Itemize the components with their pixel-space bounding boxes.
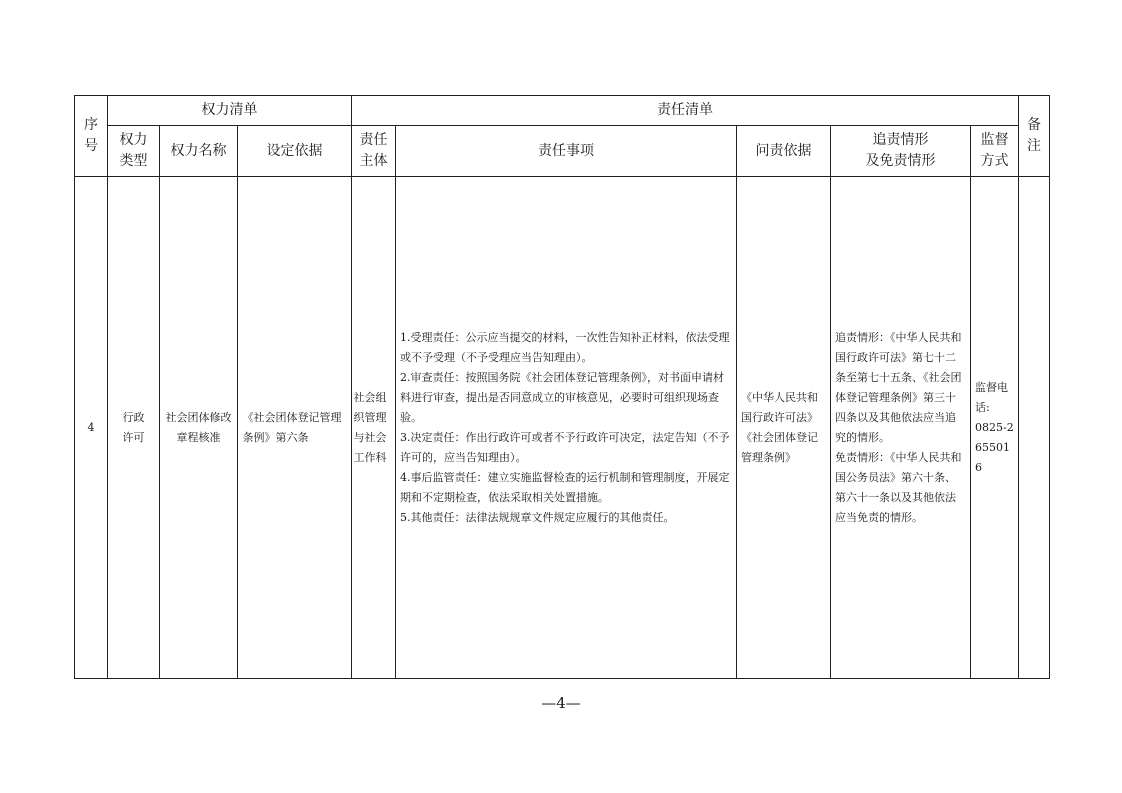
- cell-power-type: 行政许可: [108, 177, 160, 679]
- header-accountability-cases: 追责情形 及免责情形: [831, 126, 971, 177]
- header-remarks: 备注: [1019, 96, 1050, 177]
- cell-resp-subject: 社会组织管理与社会工作科: [352, 177, 396, 679]
- resp-item: 3.决定责任：作出行政许可或者不予行政许可决定，法定告知（不予许可的，应当告知理由）。: [400, 430, 730, 464]
- header-responsibility-list: 责任清单: [352, 96, 1019, 126]
- cell-remarks: [1019, 177, 1050, 679]
- header-power-list: 权力清单: [108, 96, 352, 126]
- supervision-label: 监督电话:: [975, 380, 1008, 414]
- cell-accountability-cases: [831, 177, 971, 679]
- page-number: —4—: [541, 694, 581, 712]
- supervision-phone: 0825-2655016: [975, 420, 1014, 474]
- accountability-case: 追责情形：《中华人民共和国行政许可法》第七十二条至第七十五条、《社会团体登记管理条例》第三十四条以及其他依法应当追究的情形。: [835, 330, 962, 444]
- header-resp-subject: 责任主体: [352, 126, 396, 177]
- cell-resp-items: [396, 177, 737, 679]
- resp-item: 2.审查责任：按照国务院《社会团体登记管理条例》，对书面申请材料进行审查，提出是否同意成立的审核意见，必要时可组织现场查验。: [400, 370, 724, 424]
- resp-item: 4.事后监管责任：建立实施监督检查的运行机制和管理制度，开展定期和不定期检查，依法采取相关处置措施。: [400, 470, 730, 504]
- header-accountability-basis: 问责依据: [737, 126, 831, 177]
- exemption-case: 免责情形：《中华人民共和国公务员法》第六十条、第六十一条以及其他依法应当免责的情形。: [835, 450, 962, 524]
- resp-item: 5.其他责任：法律法规规章文件规定应履行的其他责任。: [400, 510, 675, 524]
- cell-basis: 《社会团体登记管理条例》第六条: [238, 177, 352, 679]
- cell-supervision: [971, 177, 1019, 679]
- header-resp-items: 责任事项: [396, 126, 737, 177]
- power-responsibility-table: [74, 95, 1050, 679]
- resp-item: 1.受理责任：公示应当提交的材料，一次性告知补正材料，依法受理或不予受理（不予受理应当告知理由）。: [400, 330, 730, 364]
- cell-power-name: 社会团体修改章程核准: [160, 177, 238, 679]
- header-supervision: 监督方式: [971, 126, 1019, 177]
- header-power-type: 权力类型: [108, 126, 160, 177]
- cell-accountability-basis: 《中华人民共和国行政许可法》《社会团体登记管理条例》: [737, 177, 831, 679]
- cell-seq: 4: [75, 177, 108, 679]
- header-seq: 序号: [75, 96, 108, 177]
- header-basis: 设定依据: [238, 126, 352, 177]
- header-power-name: 权力名称: [160, 126, 238, 177]
